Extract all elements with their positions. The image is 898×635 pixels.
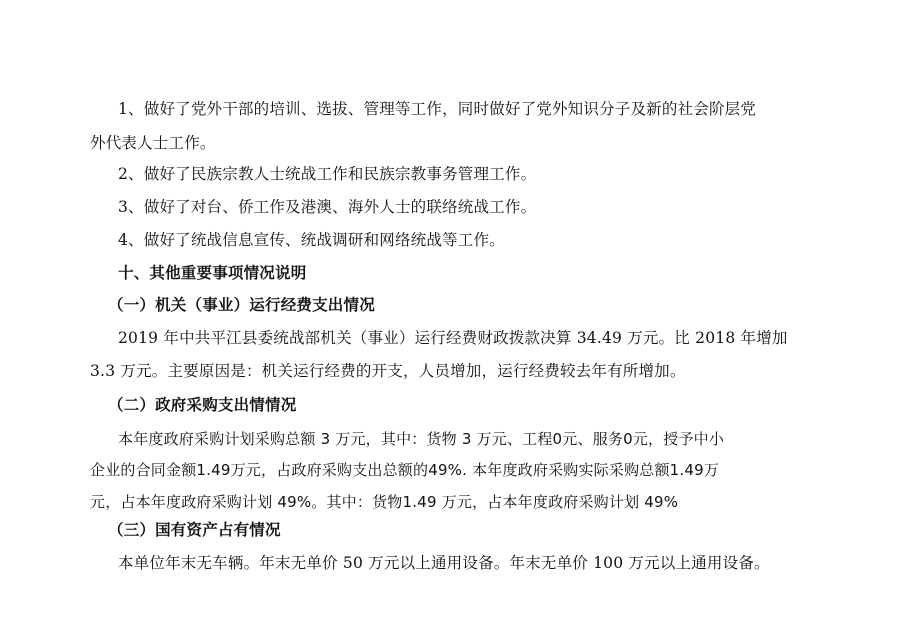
paragraph-2-line-3: 元，占本年度政府采购计划 49%。其中：货物1.49 万元，占本年度政府采购计划 49% xyxy=(90,493,679,511)
subsection-heading-3: （三）国有资产占有情况 xyxy=(108,520,281,539)
section-heading-10: 十、其他重要事项情况说明 xyxy=(118,263,307,282)
list-item-1-line-2: 外代表人士工作。 xyxy=(90,134,216,152)
subsection-heading-2: （二）政府采购支出情情况 xyxy=(108,395,297,414)
paragraph-1-line-1: 2019 年中共平江县委统战部机关（事业）运行经费财政拨款决算 34.49 万元。比 2018 年增加 xyxy=(118,329,788,347)
list-item-1-line-1: 1、做好了党外干部的培训、选拔、管理等工作，同时做好了党外知识分子及新的社会阶层党 xyxy=(118,100,757,118)
subsection-heading-1: （一）机关（事业）运行经费支出情况 xyxy=(108,295,375,314)
list-item-2: 2、做好了民族宗教人士统战工作和民族宗教事务管理工作。 xyxy=(118,165,537,183)
paragraph-1-line-2: 3.3 万元。主要原因是：机关运行经费的开支，人员增加，运行经费较去年有所增加。 xyxy=(90,362,686,380)
paragraph-2-line-2: 企业的合同金额1.49万元，占政府采购支出总额的49%. 本年度政府采购实际采购总额1.49万 xyxy=(90,461,720,479)
paragraph-3: 本单位年末无车辆。年末无单价 50 万元以上通用设备。年末无单价 100 万元以上通用设备。 xyxy=(118,554,770,572)
paragraph-2-line-1: 本年度政府采购计划采购总额 3 万元，其中：货物 3 万元、工程0元、服务0元，授予中小 xyxy=(118,430,725,448)
list-item-4: 4、做好了统战信息宣传、统战调研和网络统战等工作。 xyxy=(118,231,505,249)
list-item-3: 3、做好了对台、侨工作及港澳、海外人士的联络统战工作。 xyxy=(118,198,537,216)
